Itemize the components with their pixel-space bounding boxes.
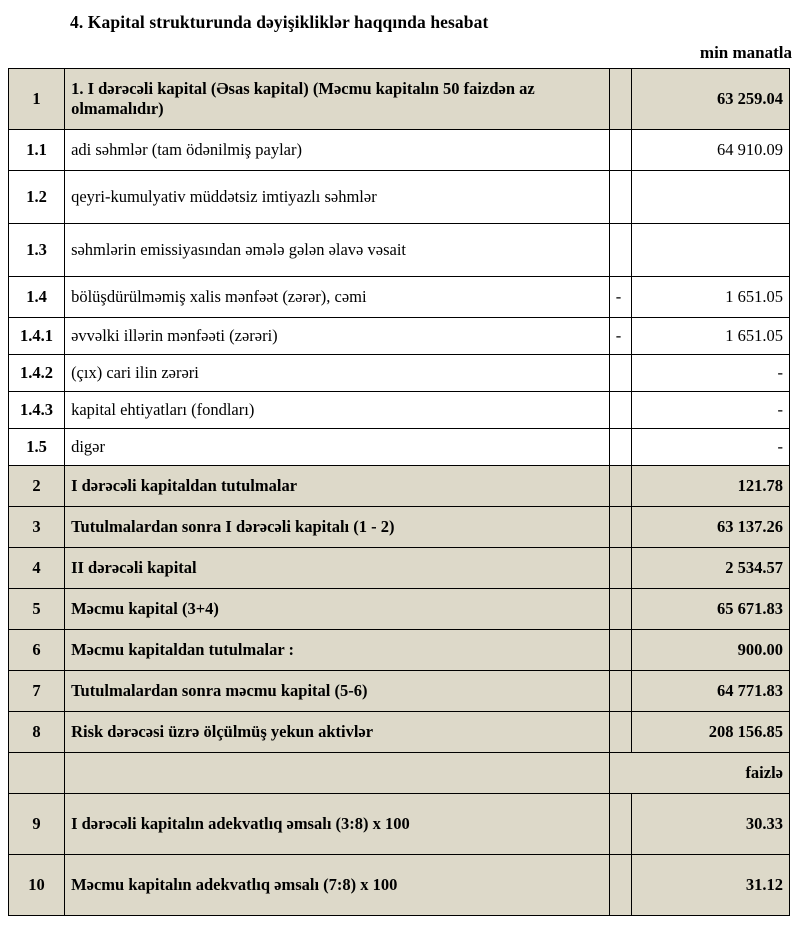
row-number: 4: [9, 548, 65, 589]
units-label: min manatla: [699, 43, 792, 62]
row-value: 64 910.09: [631, 130, 789, 171]
row-label: Tutulmalardan sonra I dərəcəli kapitalı (1 - 2): [65, 507, 610, 548]
table-row: [9, 429, 790, 466]
row-sign: [609, 224, 631, 277]
page-title: 4. Kapital strukturunda dəyişikliklər haqqında hesabat: [70, 12, 489, 32]
row-label: bölüşdürülməmiş xalis mənfəət (zərər), cəmi: [65, 277, 610, 318]
row-number: 1.4.1: [9, 318, 65, 355]
row-value: 121.78: [631, 466, 789, 507]
row-value: 63 259.04: [631, 69, 789, 130]
row-number: 1.4.2: [9, 355, 65, 392]
row-label: əvvəlki illərin mənfəəti (zərəri): [65, 318, 610, 355]
row-number: 1.1: [9, 130, 65, 171]
row-label: [65, 753, 610, 794]
row-label: qeyri-kumulyativ müddətsiz imtiyazlı səhmlər: [65, 171, 610, 224]
row-sign: -: [609, 318, 631, 355]
row-value: 31.12: [631, 855, 789, 916]
table-row: [9, 318, 790, 355]
row-number: 7: [9, 671, 65, 712]
table-row: [9, 171, 790, 224]
row-number: 2: [9, 466, 65, 507]
row-sign: [609, 855, 631, 916]
row-number: 1.2: [9, 171, 65, 224]
row-number: 1.4.3: [9, 392, 65, 429]
row-label: (çıx) cari ilin zərəri: [65, 355, 610, 392]
row-sign: -: [609, 277, 631, 318]
table-row: [9, 224, 790, 277]
table-row: [9, 69, 790, 130]
row-label: adi səhmlər (tam ödənilmiş paylar): [65, 130, 610, 171]
row-number: 10: [9, 855, 65, 916]
row-value: [631, 171, 789, 224]
table-row: [9, 466, 790, 507]
row-label: Məcmu kapitaldan tutulmalar :: [65, 630, 610, 671]
table-row: [9, 855, 790, 916]
row-sign: [609, 507, 631, 548]
row-value: 1 651.05: [631, 318, 789, 355]
row-label: səhmlərin emissiyasından əmələ gələn əlavə vəsait: [65, 224, 610, 277]
row-number: 9: [9, 794, 65, 855]
percent-units-label: faizlə: [609, 753, 789, 794]
row-sign: [609, 589, 631, 630]
row-sign: [609, 355, 631, 392]
table-row: [9, 753, 790, 794]
row-number: 8: [9, 712, 65, 753]
table-row: [9, 794, 790, 855]
row-number: 3: [9, 507, 65, 548]
row-label: II dərəcəli kapital: [65, 548, 610, 589]
row-sign: [609, 712, 631, 753]
row-value: 2 534.57: [631, 548, 789, 589]
row-number: 1.4: [9, 277, 65, 318]
table-row: [9, 507, 790, 548]
row-number: 1.5: [9, 429, 65, 466]
row-value: -: [631, 355, 789, 392]
row-value: 30.33: [631, 794, 789, 855]
row-value: 65 671.83: [631, 589, 789, 630]
table-row: [9, 630, 790, 671]
row-number: 1.3: [9, 224, 65, 277]
row-value: 63 137.26: [631, 507, 789, 548]
row-sign: [609, 69, 631, 130]
row-sign: [609, 466, 631, 507]
row-sign: [609, 130, 631, 171]
row-value: 208 156.85: [631, 712, 789, 753]
table-row: [9, 589, 790, 630]
table-row: [9, 548, 790, 589]
table-row: [9, 712, 790, 753]
row-sign: [609, 548, 631, 589]
row-sign: [609, 671, 631, 712]
row-label: Məcmu kapital (3+4): [65, 589, 610, 630]
table-row: [9, 671, 790, 712]
row-label: 1. I dərəcəli kapital (Əsas kapital) (Məcmu kapitalın 50 faizdən az olmamalıdır): [65, 69, 610, 130]
row-sign: [609, 429, 631, 466]
row-label: I dərəcəli kapitaldan tutulmalar: [65, 466, 610, 507]
row-sign: [609, 392, 631, 429]
row-number: [9, 753, 65, 794]
row-label: Risk dərəcəsi üzrə ölçülmüş yekun aktivlər: [65, 712, 610, 753]
row-value: -: [631, 429, 789, 466]
row-value: 64 771.83: [631, 671, 789, 712]
row-number: 1: [9, 69, 65, 130]
table-row: [9, 392, 790, 429]
capital-structure-table: [8, 68, 790, 916]
row-label: Məcmu kapitalın adekvatlıq əmsalı (7:8) x 100: [65, 855, 610, 916]
row-sign: [609, 630, 631, 671]
table-row: [9, 277, 790, 318]
row-value: [631, 224, 789, 277]
row-label: I dərəcəli kapitalın adekvatlıq əmsalı (3:8) x 100: [65, 794, 610, 855]
table-body: [9, 69, 790, 916]
row-value: 1 651.05: [631, 277, 789, 318]
table-row: [9, 355, 790, 392]
row-label: kapital ehtiyatları (fondları): [65, 392, 610, 429]
row-sign: [609, 171, 631, 224]
row-value: -: [631, 392, 789, 429]
table-row: [9, 130, 790, 171]
row-number: 5: [9, 589, 65, 630]
row-label: Tutulmalardan sonra məcmu kapital (5-6): [65, 671, 610, 712]
row-label: digər: [65, 429, 610, 466]
row-value: 900.00: [631, 630, 789, 671]
row-number: 6: [9, 630, 65, 671]
row-sign: [609, 794, 631, 855]
